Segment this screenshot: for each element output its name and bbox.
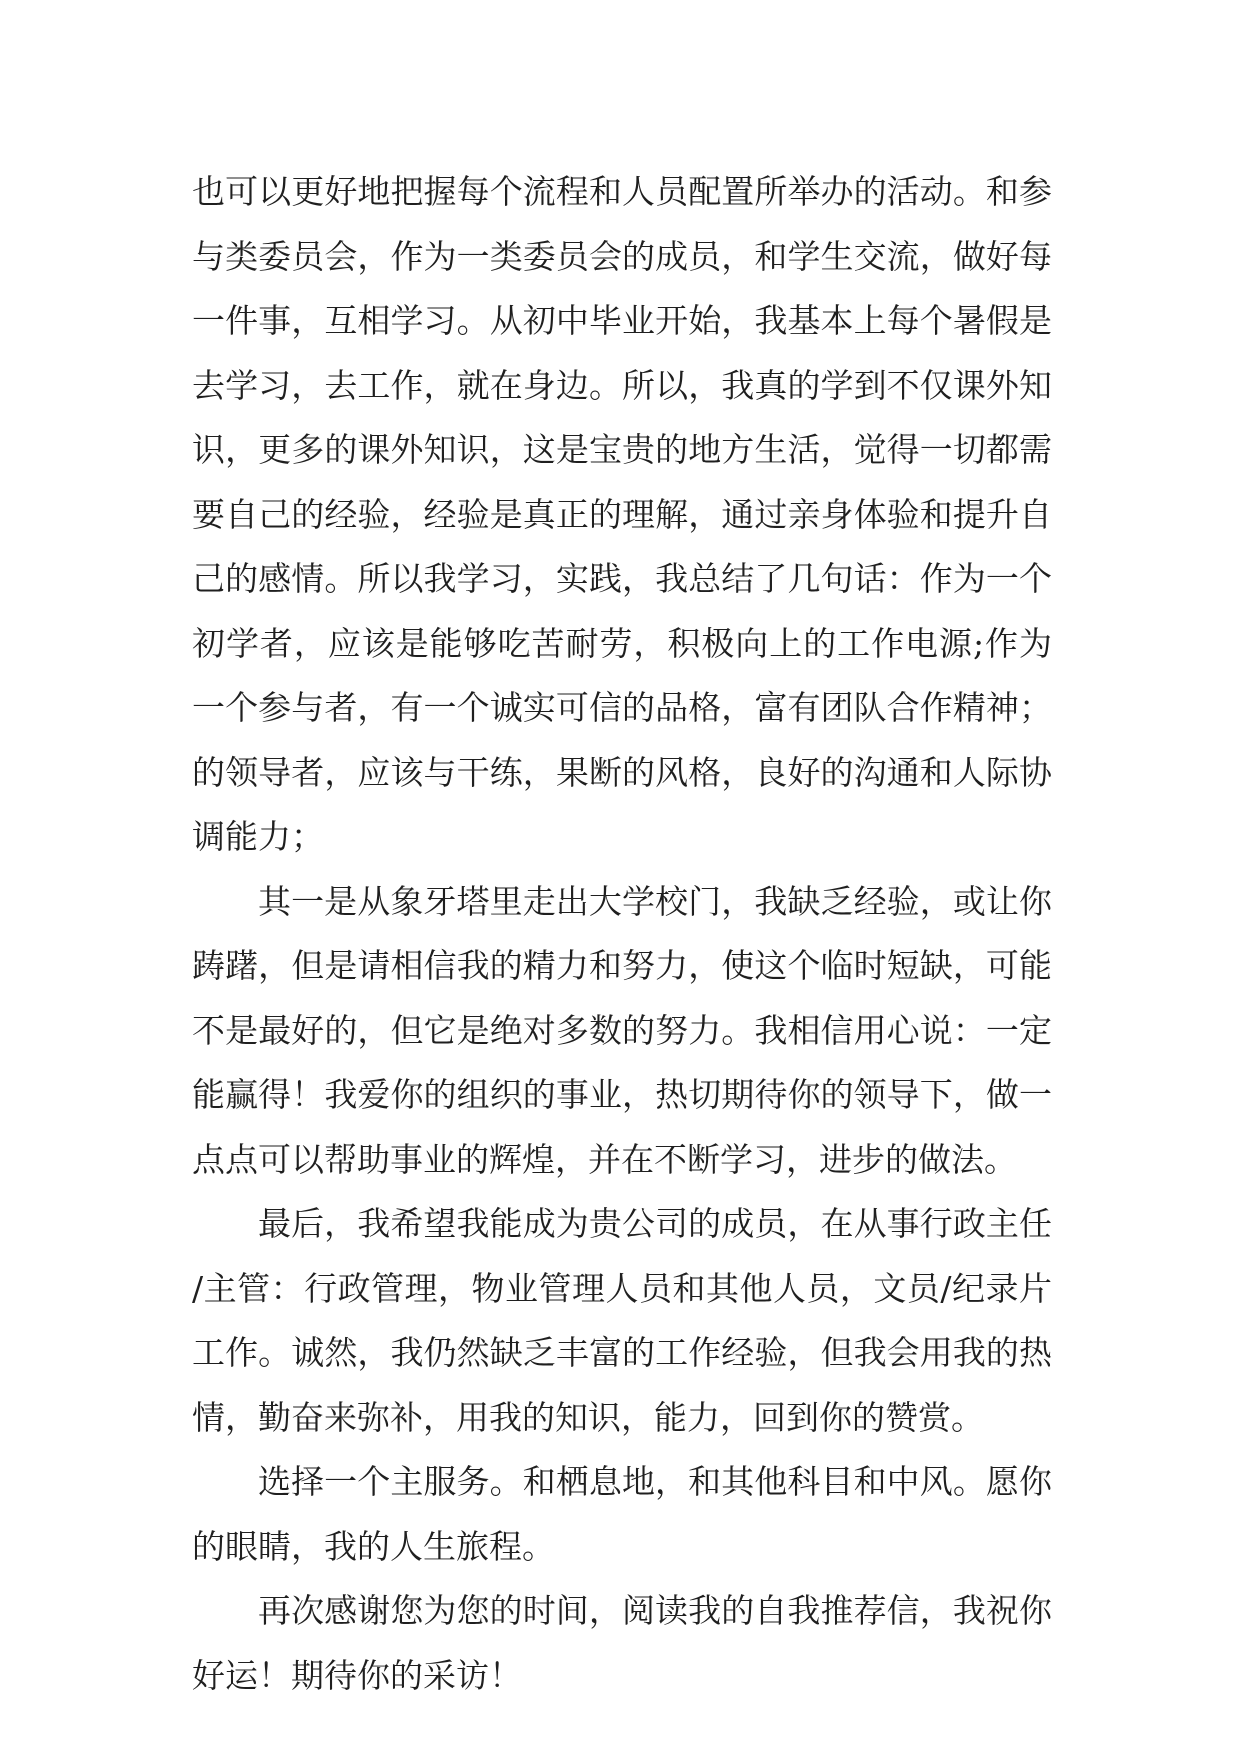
text-line: 再次感谢您为您的时间，阅读我的自我推荐信，我祝你 xyxy=(258,1591,1052,1630)
letter-body xyxy=(192,160,1052,1708)
text-line: 点点可以帮助事业的辉煌，并在不断学习，进步的做法。 xyxy=(192,1139,1017,1179)
text-line: 好运！期待你的采访！ xyxy=(192,1655,522,1695)
text-line: 也可以更好地把握每个流程和人员配置所举办的活动。和参 xyxy=(192,172,1052,211)
paragraph xyxy=(192,1579,1052,1708)
text-line: 能赢得！我爱你的组织的事业，热切期待你的领导下，做一 xyxy=(192,1075,1052,1114)
text-line: 一件事，互相学习。从初中毕业开始，我基本上每个暑假是 xyxy=(192,301,1052,340)
text-line: 识，更多的课外知识，这是宝贵的地方生活，觉得一切都需 xyxy=(192,430,1052,469)
paragraph xyxy=(192,1192,1052,1450)
text-line: 选择一个主服务。和栖息地，和其他科目和中风。愿你 xyxy=(258,1462,1052,1501)
text-line: 去学习，去工作，就在身边。所以，我真的学到不仅课外知 xyxy=(192,365,1052,405)
text-line: 初学者，应该是能够吃苦耐劳，积极向上的工作电源;作为 xyxy=(192,623,1052,663)
text-line: 最后，我希望我能成为贵公司的成员，在从事行政主任 xyxy=(258,1204,1052,1243)
text-line: 的领导者，应该与干练，果断的风格，良好的沟通和人际协 xyxy=(192,752,1052,792)
text-line: 情，勤奋来弥补，用我的知识，能力，回到你的赞赏。 xyxy=(192,1397,984,1437)
text-line: 己的感情。所以我学习，实践，我总结了几句话：作为一个 xyxy=(192,559,1052,598)
paragraph xyxy=(192,160,1052,870)
text-line: 与类委员会，作为一类委员会的成员，和学生交流，做好每 xyxy=(192,236,1052,276)
text-line: /主管：行政管理，物业管理人员和其他人员，文员/纪录片 xyxy=(192,1268,1052,1308)
paragraph xyxy=(192,1450,1052,1579)
text-line: 一个参与者，有一个诚实可信的品格，富有团队合作精神； xyxy=(192,688,1052,727)
text-line: 要自己的经验，经验是真正的理解，通过亲身体验和提升自 xyxy=(192,494,1052,534)
text-line: 的眼睛，我的人生旅程。 xyxy=(192,1526,555,1566)
text-line: 其一是从象牙塔里走出大学校门，我缺乏经验，或让你 xyxy=(258,881,1052,921)
text-line: 踌躇，但是请相信我的精力和努力，使这个临时短缺，可能 xyxy=(192,946,1052,985)
text-line: 工作。诚然，我仍然缺乏丰富的工作经验，但我会用我的热 xyxy=(192,1333,1052,1372)
text-line: 调能力； xyxy=(192,817,324,856)
paragraph xyxy=(192,870,1052,1193)
text-line: 不是最好的，但它是绝对多数的努力。我相信用心说：一定 xyxy=(192,1010,1052,1050)
